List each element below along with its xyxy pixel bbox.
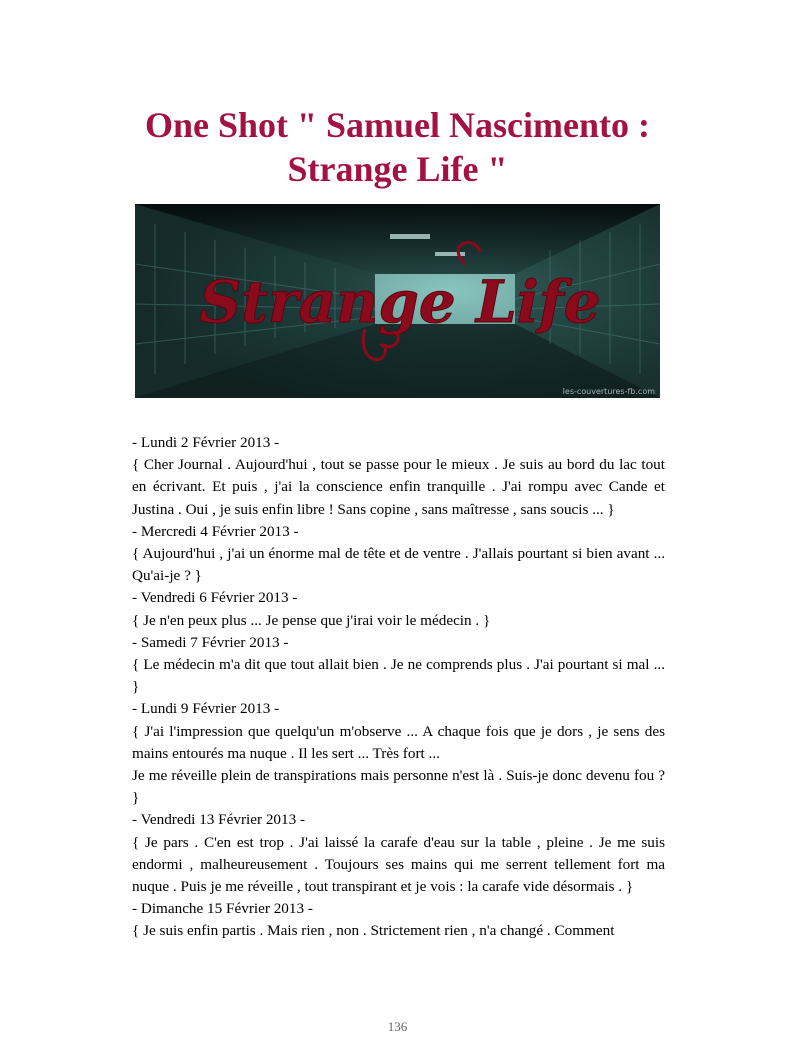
entry-date: - Vendredi 6 Février 2013 - [132, 589, 298, 607]
entry-text: { Je suis enfin partis . Mais rien , non . Strictement rien , n'a changé . Comment [132, 922, 615, 940]
entry-date: - Samedi 7 Février 2013 - [132, 633, 289, 651]
entry-text: { J'ai l'impression que quelqu'un m'observe ... A chaque fois que je dors , je sens des mains entourés ma nuque . Il les sert ... Très fort ... [132, 722, 665, 762]
journal-text [132, 432, 665, 943]
title-line-2: Strange Life " [287, 149, 508, 189]
entry-text: { Aujourd'hui , j'ai un énorme mal de tête et de ventre . J'allais pourtant si bien avant ... Qu'ai-je ? } [132, 545, 665, 585]
entry-text: { Cher Journal . Aujourd'hui , tout se passe pour le mieux . Je suis au bord du lac tout en écrivant. Et puis , j'ai la conscience enfin tranquille . J'ai rompu avec Cande et Justina . Oui , je suis enfin libre ! Sans copine , sans maîtresse , sans soucis ... } [132, 456, 665, 518]
entry-date: - Mercredi 4 Février 2013 - [132, 522, 299, 540]
banner-watermark: les-couvertures-fb.com [562, 387, 655, 396]
entry-text: { Le médecin m'a dit que tout allait bien . Je ne comprends plus . J'ai pourtant si mal ... } [132, 656, 665, 696]
page-number: 136 [387, 1019, 408, 1034]
banner-logo-text: Strange Life [199, 268, 601, 336]
entry-date: - Lundi 2 Février 2013 - [132, 434, 280, 451]
entry-date: - Dimanche 15 Février 2013 - [132, 900, 313, 918]
page-title [0, 103, 795, 191]
entry-text: { Je pars . C'en est trop . J'ai laissé la carafe d'eau sur la table , pleine . Je me suis endormi , malheureusement . Toujours ses mains qui me serrent tellement fort ma nuque . Puis je me réveille , tout transpirant et je vois : la carafe vide désormais . } [132, 833, 665, 896]
cover-banner-image [135, 204, 660, 398]
entry-text: { Je n'en peux plus ... Je pense que j'irai voir le médecin . } [132, 611, 491, 629]
entry-date: - Vendredi 13 Février 2013 - [132, 811, 306, 829]
title-line-1: One Shot " Samuel Nascimento : [145, 105, 650, 145]
entry-date: - Lundi 9 Février 2013 - [132, 700, 280, 718]
entry-text: Je me réveille plein de transpirations mais personne n'est là . Suis-je donc devenu fou ? } [132, 767, 665, 807]
